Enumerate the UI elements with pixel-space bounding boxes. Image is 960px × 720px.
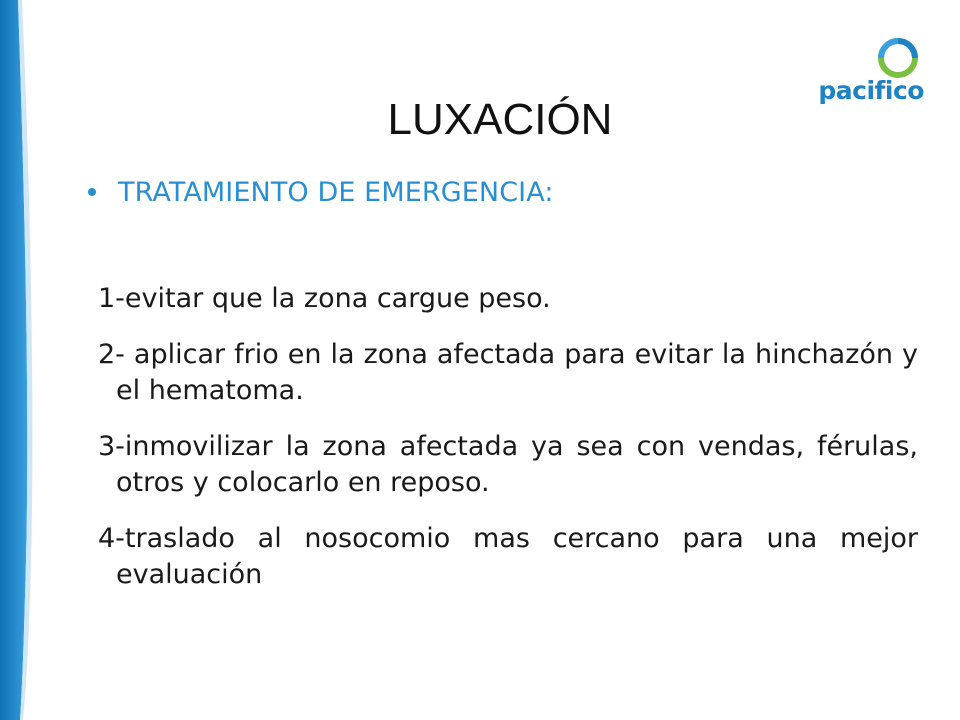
slide-title: LUXACIÓN: [387, 95, 613, 144]
treatment-step-1: 1-evitar que la zona cargue peso.: [98, 283, 551, 314]
bullet-heading-text: TRATAMIENTO DE EMERGENCIA:: [118, 176, 554, 208]
treatment-step-3: 3-inmovilizar la zona afectada ya sea con vendas, férulas, otros y colocarlo en reposo.: [98, 431, 918, 498]
bullet-dot-icon: [88, 188, 96, 196]
pacifico-logo-icon: [878, 38, 918, 78]
treatment-step-2: 2- aplicar frio en la zona afectada para evitar la hinchazón y el hematoma.: [98, 339, 918, 406]
bullet-heading: [88, 172, 554, 212]
treatment-step-4: 4-traslado al nosocomio mas cercano para una mejor evaluación: [98, 523, 918, 590]
pacifico-logo-text: pacifico: [818, 76, 924, 105]
treatment-steps: [98, 281, 918, 613]
